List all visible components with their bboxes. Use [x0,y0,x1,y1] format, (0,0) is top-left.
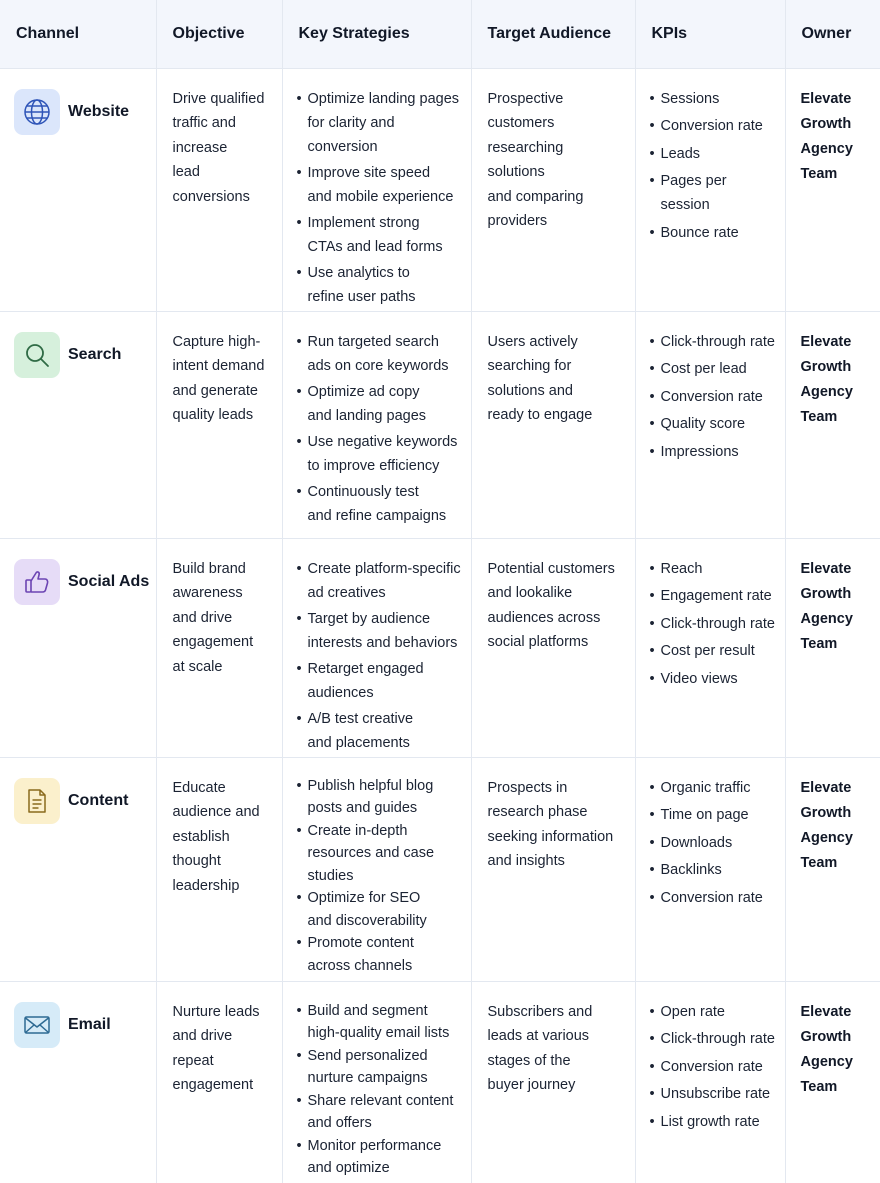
channel-cell [0,758,156,824]
audience-cell: Potential customers and lookalike audiences across social platforms [472,539,635,655]
owner-cell: Elevate Growth Agency Team [786,982,880,1100]
list-item: • Run targeted search ads on core keywords [297,330,463,378]
list-item: • Conversion rate [650,114,777,138]
thumbs-up-icon [14,559,60,605]
list-item: • Unsubscribe rate [650,1082,777,1106]
table-row-search [0,311,880,538]
channel-name: Social Ads [68,573,149,591]
list-item: • Continuously test and refine campaigns [297,480,463,528]
objective-cell: Nurture leads and drive repeat engagement [157,982,282,1098]
objective-cell: Drive qualified traffic and increase lead conversions [157,69,282,210]
audience-cell: Users actively searching for solutions and ready to engage [472,312,635,428]
list-item: • Send personalized nurture campaigns [297,1045,463,1090]
list-item: • Cost per result [650,639,777,663]
list-item: • Quality score [650,412,777,436]
audience-cell: Subscribers and leads at various stages of the buyer journey [472,982,635,1098]
audience-cell: Prospective customers researching solutions and comparing providers [472,69,635,234]
strategies-list [283,982,471,1180]
table-row-email [0,981,880,1183]
kpi-list [636,312,785,464]
list-item: • Cost per lead [650,357,777,381]
list-item: • Engagement rate [650,584,777,608]
list-item: • Click-through rate [650,1027,777,1051]
list-item: • List growth rate [650,1110,777,1134]
channel-name: Website [68,103,129,121]
list-item: • Bounce rate [650,221,777,245]
list-item: • Pages per session [650,169,777,217]
audience-cell: Prospects in research phase seeking information and insights [472,758,635,874]
envelope-icon [14,1002,60,1048]
kpi-list [636,69,785,245]
list-item: • Downloads [650,831,777,855]
strategies-list [283,758,471,978]
list-item: • Target by audience interests and behaviors [297,607,463,655]
list-item: • Optimize landing pages for clarity and conversion [297,87,463,159]
header-owner: Owner [785,0,880,68]
list-item: • Implement strong CTAs and lead forms [297,211,463,259]
owner-cell: Elevate Growth Agency Team [786,69,880,187]
list-item: • Conversion rate [650,886,777,910]
list-item: • Time on page [650,803,777,827]
channel-cell [0,539,156,605]
kpi-list [636,539,785,691]
list-item: • Publish helpful blog posts and guides [297,775,463,820]
channel-cell [0,312,156,378]
channel-cell [0,982,156,1048]
document-icon [14,778,60,824]
objective-cell: Educate audience and establish thought leadership [157,758,282,899]
list-item: • Build and segment high-quality email lists [297,1000,463,1045]
list-item: • Optimize ad copy and landing pages [297,380,463,428]
list-item: • Use negative keywords to improve efficiency [297,430,463,478]
owner-cell: Elevate Growth Agency Team [786,312,880,430]
list-item: • Video views [650,667,777,691]
channel-cell [0,69,156,135]
strategies-list [283,539,471,755]
list-item: • Backlinks [650,858,777,882]
list-item: • A/B test creative and placements [297,707,463,755]
list-item: • Conversion rate [650,385,777,409]
list-item: • Optimize for SEO and discoverability [297,887,463,932]
list-item: • Share relevant content and offers [297,1090,463,1135]
objective-cell: Capture high- intent demand and generate quality leads [157,312,282,428]
magnifier-icon [14,332,60,378]
list-item: • Create platform-specific ad creatives [297,557,463,605]
list-item: • Monitor performance and optimize [297,1135,463,1180]
channel-name: Email [68,1016,111,1034]
list-item: • Click-through rate [650,330,777,354]
list-item: • Promote content across channels [297,932,463,977]
list-item: • Use analytics to refine user paths [297,261,463,309]
header-target-audience: Target Audience [471,0,635,68]
strategies-list [283,69,471,309]
channel-name: Content [68,792,128,810]
list-item: • Leads [650,142,777,166]
list-item: • Click-through rate [650,612,777,636]
list-item: • Reach [650,557,777,581]
list-item: • Sessions [650,87,777,111]
list-item: • Open rate [650,1000,777,1024]
list-item: • Retarget engaged audiences [297,657,463,705]
kpi-list [636,982,785,1134]
list-item: • Conversion rate [650,1055,777,1079]
table-row-content [0,757,880,981]
table-row-website [0,68,880,311]
header-objective: Objective [156,0,282,68]
table-row-social-ads [0,538,880,757]
list-item: • Create in-depth resources and case studies [297,820,463,888]
globe-icon [14,89,60,135]
header-row [0,0,880,68]
strategies-list [283,312,471,528]
header-key-strategies: Key Strategies [282,0,471,68]
owner-cell: Elevate Growth Agency Team [786,758,880,876]
list-item: • Organic traffic [650,776,777,800]
list-item: • Impressions [650,440,777,464]
kpi-list [636,758,785,910]
header-kpis: KPIs [635,0,785,68]
list-item: • Improve site speed and mobile experience [297,161,463,209]
header-channel: Channel [0,0,156,68]
objective-cell: Build brand awareness and drive engagement at scale [157,539,282,680]
owner-cell: Elevate Growth Agency Team [786,539,880,657]
channel-name: Search [68,346,121,364]
